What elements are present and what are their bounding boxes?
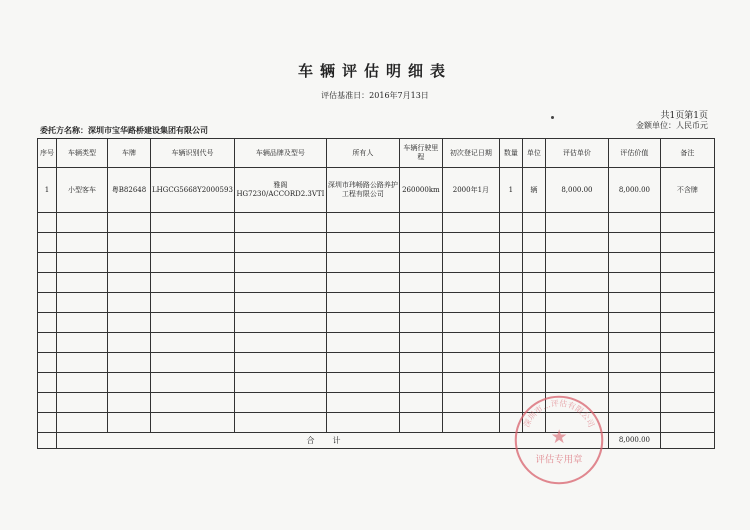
page-info: 共1页第1页: [660, 111, 708, 121]
cell-plate: 粤B82648: [108, 168, 151, 213]
cell-unit-price: 8,000.00: [545, 168, 608, 213]
header-cell: 车牌: [108, 139, 151, 168]
empty-row: [38, 233, 715, 253]
cell-brand: [234, 168, 326, 213]
cell-vin: LHGCG5668Y2000593: [151, 168, 235, 213]
header-cell: 序号: [38, 139, 57, 168]
cell-reg-date: 2000年1月: [442, 168, 499, 213]
client-label: 委托方名称：: [40, 125, 88, 135]
brand-name: 雅阁: [273, 181, 288, 190]
header-cell: 数量: [499, 139, 522, 168]
cell-unit: 辆: [522, 168, 545, 213]
cell-mileage: 260000km: [399, 168, 442, 213]
empty-row: [38, 273, 715, 293]
header-cell: 单位: [522, 139, 545, 168]
empty-row: [38, 353, 715, 373]
empty-row: [38, 253, 715, 273]
document-title: 车辆评估明细表: [297, 62, 452, 80]
header-cell: 评估单价: [545, 139, 608, 168]
cell-note: 不含牌: [660, 168, 714, 213]
empty-row: [38, 413, 715, 433]
header-cell: 车辆品牌及型号: [234, 139, 326, 168]
header-cell: 车辆行驶里程: [399, 139, 442, 168]
table-row: [38, 168, 715, 213]
cell-value: 8,000.00: [608, 168, 660, 213]
scan-speck: [551, 116, 554, 119]
total-label: 合计: [57, 433, 609, 449]
header-cell: 车辆识别代号: [151, 139, 235, 168]
brand-model: HG7230/ACCORD2.3VTI: [236, 190, 325, 198]
cell-type: 小型客车: [57, 168, 108, 213]
empty-row: [38, 293, 715, 313]
currency-unit: 金额单位：人民币元: [636, 121, 708, 130]
empty-row: [38, 373, 715, 393]
header-cell: 初次登记日期: [442, 139, 499, 168]
seal-ring-text: 深圳市…评估有限公司: [522, 398, 596, 429]
empty-row: [38, 213, 715, 233]
cell-no: 1: [38, 168, 57, 213]
header-cell: 备注: [660, 139, 714, 168]
header-cell: 车辆类型: [57, 139, 108, 168]
vehicle-table: [37, 138, 715, 449]
empty-row: [38, 313, 715, 333]
total-row: [38, 433, 715, 449]
cell-owner: 深圳市玮畅路公路养护工程有限公司: [326, 168, 399, 213]
client-line: [40, 125, 208, 136]
cell-qty: 1: [499, 168, 522, 213]
base-date: 评估基准日：2016年7月13日: [321, 91, 429, 100]
header-cell: 评估价值: [608, 139, 660, 168]
empty-row: [38, 393, 715, 413]
header-row: [38, 139, 715, 168]
seal-star-icon: ★: [550, 426, 568, 448]
client-name: 深圳市宝华路桥建设集团有限公司: [88, 125, 208, 135]
header-cell: 所有人: [326, 139, 399, 168]
seal-sub-text: 评估专用章: [535, 454, 583, 466]
company-seal: [512, 393, 606, 487]
total-value: 8,000.00: [608, 433, 660, 449]
empty-row: [38, 333, 715, 353]
